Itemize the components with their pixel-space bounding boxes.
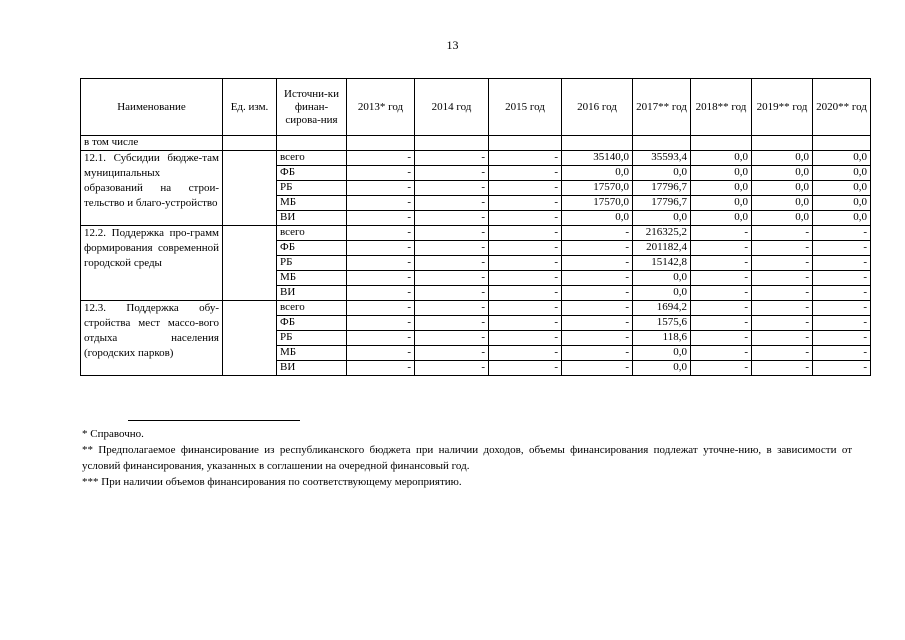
- source-cell: ФБ: [277, 241, 347, 256]
- value-cell: 1575,6: [633, 316, 691, 331]
- value-cell: 15142,8: [633, 256, 691, 271]
- value-cell: 0,0: [813, 211, 871, 226]
- value-cell: -: [415, 241, 489, 256]
- value-cell: 1694,2: [633, 301, 691, 316]
- value-cell: -: [562, 316, 633, 331]
- value-cell: 0,0: [691, 151, 752, 166]
- header-year-2020: 2020** год: [813, 79, 871, 136]
- value-cell: 0,0: [752, 181, 813, 196]
- value-cell: 0,0: [813, 196, 871, 211]
- value-cell: 17796,7: [633, 181, 691, 196]
- value-cell: -: [691, 286, 752, 301]
- value-cell: -: [415, 211, 489, 226]
- value-cell: 0,0: [752, 211, 813, 226]
- value-cell: -: [691, 271, 752, 286]
- value-cell: -: [489, 301, 562, 316]
- value-cell: 216325,2: [633, 226, 691, 241]
- value-cell: -: [691, 346, 752, 361]
- header-year-2013: 2013* год: [347, 79, 415, 136]
- source-cell: ВИ: [277, 361, 347, 376]
- value-cell: -: [562, 271, 633, 286]
- value-cell: 35593,4: [633, 151, 691, 166]
- value-cell: 0,0: [691, 211, 752, 226]
- value-cell: -: [489, 271, 562, 286]
- source-cell: ФБ: [277, 166, 347, 181]
- value-cell: -: [489, 316, 562, 331]
- value-cell: -: [489, 196, 562, 211]
- source-cell: МБ: [277, 271, 347, 286]
- value-cell: -: [415, 256, 489, 271]
- source-cell: РБ: [277, 256, 347, 271]
- value-cell: -: [562, 241, 633, 256]
- value-cell: -: [813, 271, 871, 286]
- value-cell: 0,0: [691, 181, 752, 196]
- value-cell: 0,0: [562, 211, 633, 226]
- value-cell: -: [752, 316, 813, 331]
- value-cell: -: [691, 301, 752, 316]
- value-cell: -: [562, 331, 633, 346]
- value-cell: -: [562, 256, 633, 271]
- header-year-2016: 2016 год: [562, 79, 633, 136]
- value-cell: -: [347, 331, 415, 346]
- value-cell: -: [489, 361, 562, 376]
- value-cell: -: [813, 301, 871, 316]
- value-cell: -: [752, 241, 813, 256]
- value-cell: 0,0: [691, 166, 752, 181]
- value-cell: 17570,0: [562, 181, 633, 196]
- value-cell: 0,0: [752, 196, 813, 211]
- value-cell: -: [691, 241, 752, 256]
- header-year-2019: 2019** год: [752, 79, 813, 136]
- value-cell: -: [752, 226, 813, 241]
- footnote-2: ** Предполагаемое финансирование из республиканского бюджета при наличии доходов, объемы финансирования подлежат уточне-нию, в зависимости от условий финансирования, указанных в соглашении на очередной финансовый год.: [82, 444, 852, 472]
- table-body: [81, 136, 871, 376]
- measure-name: 12.1. Субсидии бюдже-там муниципальных образований на строи-тельство и благо-устройство: [81, 151, 223, 226]
- source-cell: ВИ: [277, 211, 347, 226]
- measure-name: 12.2. Поддержка про-грамм формирования современной городской среды: [81, 226, 223, 301]
- source-cell: МБ: [277, 196, 347, 211]
- value-cell: -: [347, 211, 415, 226]
- value-cell: -: [489, 256, 562, 271]
- value-cell: -: [752, 346, 813, 361]
- value-cell: -: [489, 181, 562, 196]
- value-cell: 0,0: [752, 166, 813, 181]
- value-cell: -: [562, 301, 633, 316]
- value-cell: -: [752, 256, 813, 271]
- unit-cell: [223, 151, 277, 226]
- value-cell: -: [752, 331, 813, 346]
- measure-name: 12.3. Поддержка обу-стройства мест массо-вого отдыха населения (городских парков): [81, 301, 223, 376]
- value-cell: -: [562, 346, 633, 361]
- value-cell: 0,0: [562, 166, 633, 181]
- value-cell: -: [489, 151, 562, 166]
- value-cell: -: [813, 256, 871, 271]
- value-cell: -: [415, 166, 489, 181]
- value-cell: -: [347, 196, 415, 211]
- source-cell: РБ: [277, 181, 347, 196]
- source-cell: РБ: [277, 331, 347, 346]
- value-cell: 0,0: [633, 211, 691, 226]
- value-cell: -: [415, 226, 489, 241]
- value-cell: -: [752, 301, 813, 316]
- value-cell: -: [415, 181, 489, 196]
- value-cell: -: [347, 166, 415, 181]
- value-cell: -: [752, 286, 813, 301]
- value-cell: -: [489, 346, 562, 361]
- value-cell: 0,0: [633, 346, 691, 361]
- value-cell: -: [415, 301, 489, 316]
- subheader-label: в том числе: [81, 136, 223, 151]
- table-header-row: [81, 79, 871, 136]
- table-row: [81, 151, 871, 166]
- value-cell: -: [813, 286, 871, 301]
- value-cell: -: [562, 361, 633, 376]
- header-name: Наименование: [81, 79, 223, 136]
- financing-table: [80, 78, 871, 376]
- value-cell: -: [347, 286, 415, 301]
- value-cell: -: [489, 226, 562, 241]
- value-cell: -: [415, 151, 489, 166]
- value-cell: 35140,0: [562, 151, 633, 166]
- header-unit: Ед. изм.: [223, 79, 277, 136]
- value-cell: 0,0: [813, 151, 871, 166]
- value-cell: -: [347, 256, 415, 271]
- source-cell: всего: [277, 226, 347, 241]
- value-cell: -: [813, 331, 871, 346]
- value-cell: -: [813, 241, 871, 256]
- value-cell: -: [347, 181, 415, 196]
- value-cell: -: [347, 361, 415, 376]
- value-cell: -: [347, 271, 415, 286]
- value-cell: -: [813, 361, 871, 376]
- value-cell: 0,0: [752, 151, 813, 166]
- value-cell: -: [489, 211, 562, 226]
- header-year-2018: 2018** год: [691, 79, 752, 136]
- unit-cell: [223, 301, 277, 376]
- value-cell: -: [415, 286, 489, 301]
- value-cell: -: [347, 241, 415, 256]
- value-cell: -: [415, 361, 489, 376]
- value-cell: -: [347, 151, 415, 166]
- value-cell: 0,0: [633, 271, 691, 286]
- value-cell: -: [415, 331, 489, 346]
- source-cell: МБ: [277, 346, 347, 361]
- value-cell: -: [691, 226, 752, 241]
- value-cell: -: [347, 226, 415, 241]
- header-source: Источни-ки финан-сирова-ния: [277, 79, 347, 136]
- unit-cell: [223, 226, 277, 301]
- source-cell: всего: [277, 151, 347, 166]
- value-cell: -: [347, 346, 415, 361]
- value-cell: -: [813, 316, 871, 331]
- table-row: [81, 226, 871, 241]
- value-cell: 0,0: [633, 361, 691, 376]
- value-cell: 17570,0: [562, 196, 633, 211]
- header-year-2015: 2015 год: [489, 79, 562, 136]
- header-year-2014: 2014 год: [415, 79, 489, 136]
- value-cell: -: [347, 301, 415, 316]
- value-cell: -: [489, 241, 562, 256]
- value-cell: 0,0: [633, 166, 691, 181]
- value-cell: -: [489, 286, 562, 301]
- value-cell: -: [752, 271, 813, 286]
- value-cell: -: [415, 196, 489, 211]
- page-number: 13: [446, 38, 459, 52]
- value-cell: -: [813, 346, 871, 361]
- source-cell: ФБ: [277, 316, 347, 331]
- table-row: [81, 301, 871, 316]
- value-cell: 0,0: [633, 286, 691, 301]
- value-cell: -: [691, 361, 752, 376]
- value-cell: -: [415, 316, 489, 331]
- subheader-row: [81, 136, 871, 151]
- value-cell: -: [489, 166, 562, 181]
- value-cell: 118,6: [633, 331, 691, 346]
- footnote-1: * Справочно.: [82, 428, 144, 440]
- source-cell: ВИ: [277, 286, 347, 301]
- value-cell: 201182,4: [633, 241, 691, 256]
- source-cell: всего: [277, 301, 347, 316]
- value-cell: -: [562, 286, 633, 301]
- value-cell: -: [691, 256, 752, 271]
- value-cell: -: [415, 271, 489, 286]
- value-cell: 0,0: [691, 196, 752, 211]
- value-cell: 0,0: [813, 181, 871, 196]
- footnotes: [82, 426, 852, 490]
- footnote-3: *** При наличии объемов финансирования по соответствующему мероприятию.: [82, 476, 462, 488]
- value-cell: 17796,7: [633, 196, 691, 211]
- value-cell: -: [691, 316, 752, 331]
- value-cell: -: [347, 316, 415, 331]
- value-cell: -: [691, 331, 752, 346]
- value-cell: -: [752, 361, 813, 376]
- value-cell: -: [489, 331, 562, 346]
- value-cell: -: [562, 226, 633, 241]
- value-cell: -: [415, 346, 489, 361]
- value-cell: -: [813, 226, 871, 241]
- value-cell: 0,0: [813, 166, 871, 181]
- header-year-2017: 2017** год: [633, 79, 691, 136]
